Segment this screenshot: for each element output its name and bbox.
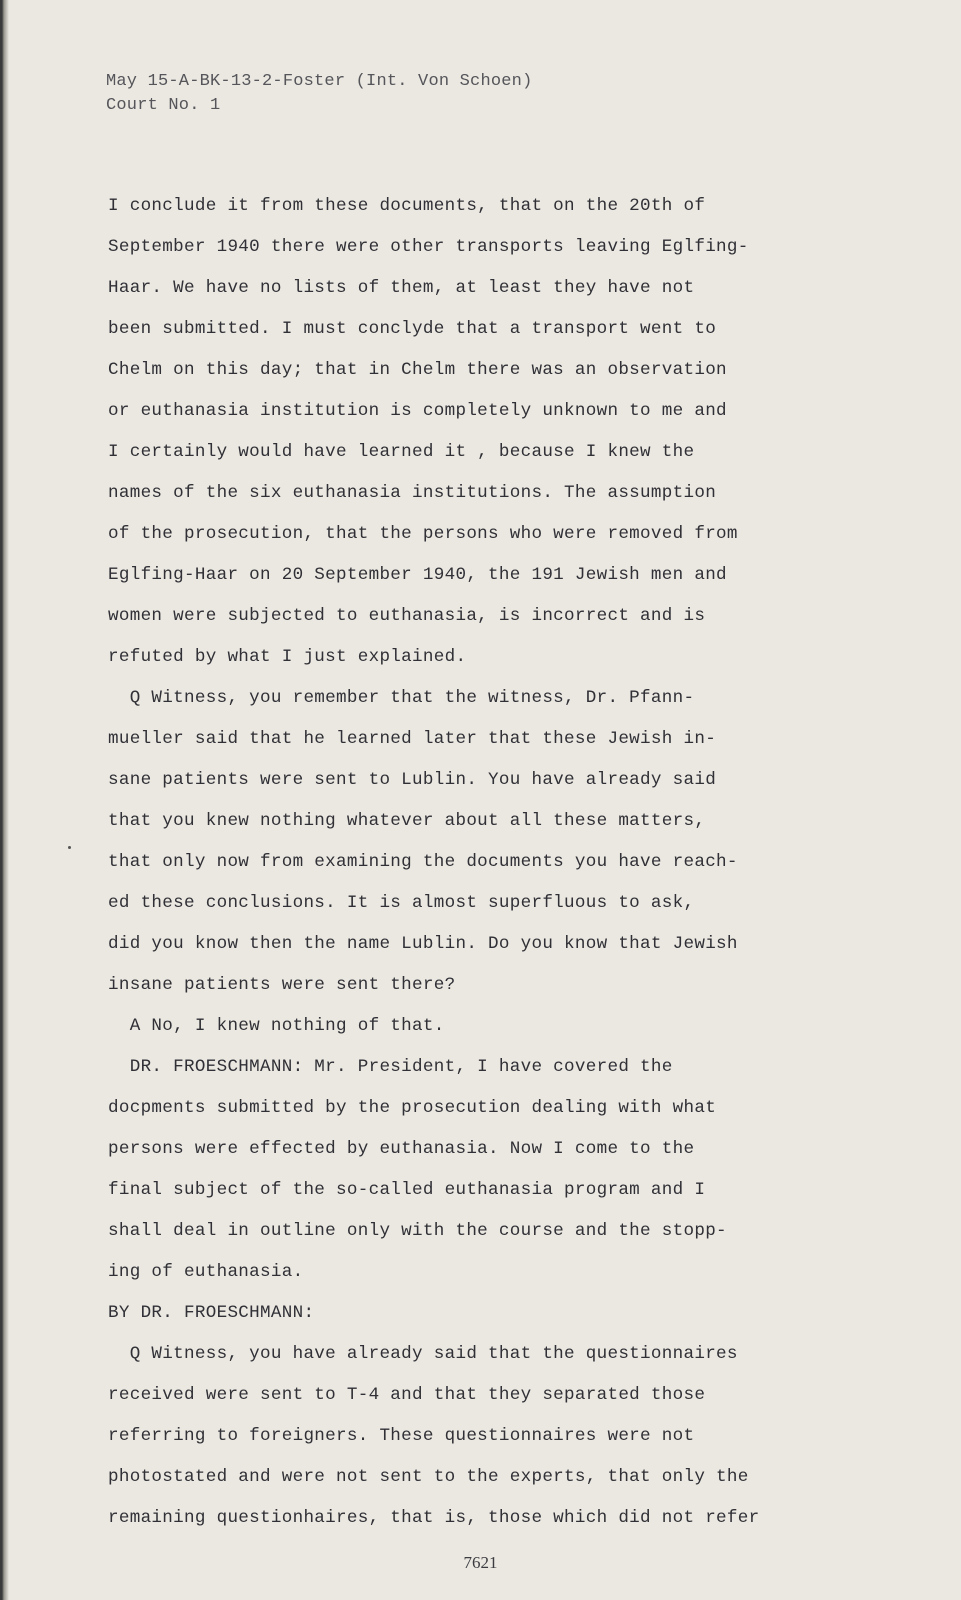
body-line: Q Witness, you have already said that the questionnaires	[108, 1344, 738, 1364]
body-line: I conclude it from these documents, that on the 20th of	[108, 196, 706, 216]
body-line: Q Witness, you remember that the witness, Dr. Pfann-	[108, 688, 695, 708]
header-court-line: Court No. 1	[106, 96, 221, 115]
body-line: ing of euthanasia.	[108, 1262, 304, 1282]
body-line: refuted by what I just explained.	[108, 647, 467, 667]
body-line: received were sent to T-4 and that they separated those	[108, 1385, 706, 1405]
body-line: shall deal in outline only with the course and the stopp-	[108, 1221, 727, 1241]
body-line: mueller said that he learned later that these Jewish in-	[108, 729, 717, 749]
body-line: final subject of the so-called euthanasia program and I	[108, 1180, 706, 1200]
body-line: Haar. We have no lists of them, at least they have not	[108, 278, 695, 298]
body-line: photostated and were not sent to the experts, that only the	[108, 1467, 749, 1487]
body-line: been submitted. I must conclyde that a transport went to	[108, 319, 717, 339]
body-line: referring to foreigners. These questionnaires were not	[108, 1426, 695, 1446]
body-line: did you know then the name Lublin. Do you know that Jewish	[108, 934, 738, 954]
body-line: Eglfing-Haar on 20 September 1940, the 191 Jewish men and	[108, 565, 727, 585]
body-line: that you knew nothing whatever about all these matters,	[108, 811, 706, 831]
body-line: of the prosecution, that the persons who were removed from	[108, 524, 738, 544]
body-line: docpments submitted by the prosecution dealing with what	[108, 1098, 717, 1118]
body-line: September 1940 there were other transports leaving Eglfing-	[108, 237, 749, 257]
testimony-body	[108, 186, 848, 1539]
paper-speck	[68, 846, 71, 849]
body-line: Chelm on this day; that in Chelm there was an observation	[108, 360, 727, 380]
body-line: I certainly would have learned it , because I knew the	[108, 442, 695, 462]
body-line: women were subjected to euthanasia, is incorrect and is	[108, 606, 706, 626]
body-line: that only now from examining the documents you have reach-	[108, 852, 738, 872]
body-line: remaining questionhaires, that is, those which did not refer	[108, 1508, 760, 1528]
body-line: A No, I knew nothing of that.	[108, 1016, 445, 1036]
page-number: 7621	[463, 1553, 498, 1572]
body-line: BY DR. FROESCHMANN:	[108, 1303, 315, 1323]
body-line: or euthanasia institution is completely unknown to me and	[108, 401, 727, 421]
body-line: DR. FROESCHMANN: Mr. President, I have covered the	[108, 1057, 673, 1077]
body-line: sane patients were sent to Lublin. You have already said	[108, 770, 717, 790]
body-line: ed these conclusions. It is almost superfluous to ask,	[108, 893, 695, 913]
body-line: insane patients were sent there?	[108, 975, 456, 995]
document-header	[106, 70, 532, 118]
body-line: persons were effected by euthanasia. Now I come to the	[108, 1139, 695, 1159]
header-session-line: May 15-A-BK-13-2-Foster (Int. Von Schoen)	[106, 72, 533, 91]
body-line: names of the six euthanasia institutions. The assumption	[108, 483, 717, 503]
